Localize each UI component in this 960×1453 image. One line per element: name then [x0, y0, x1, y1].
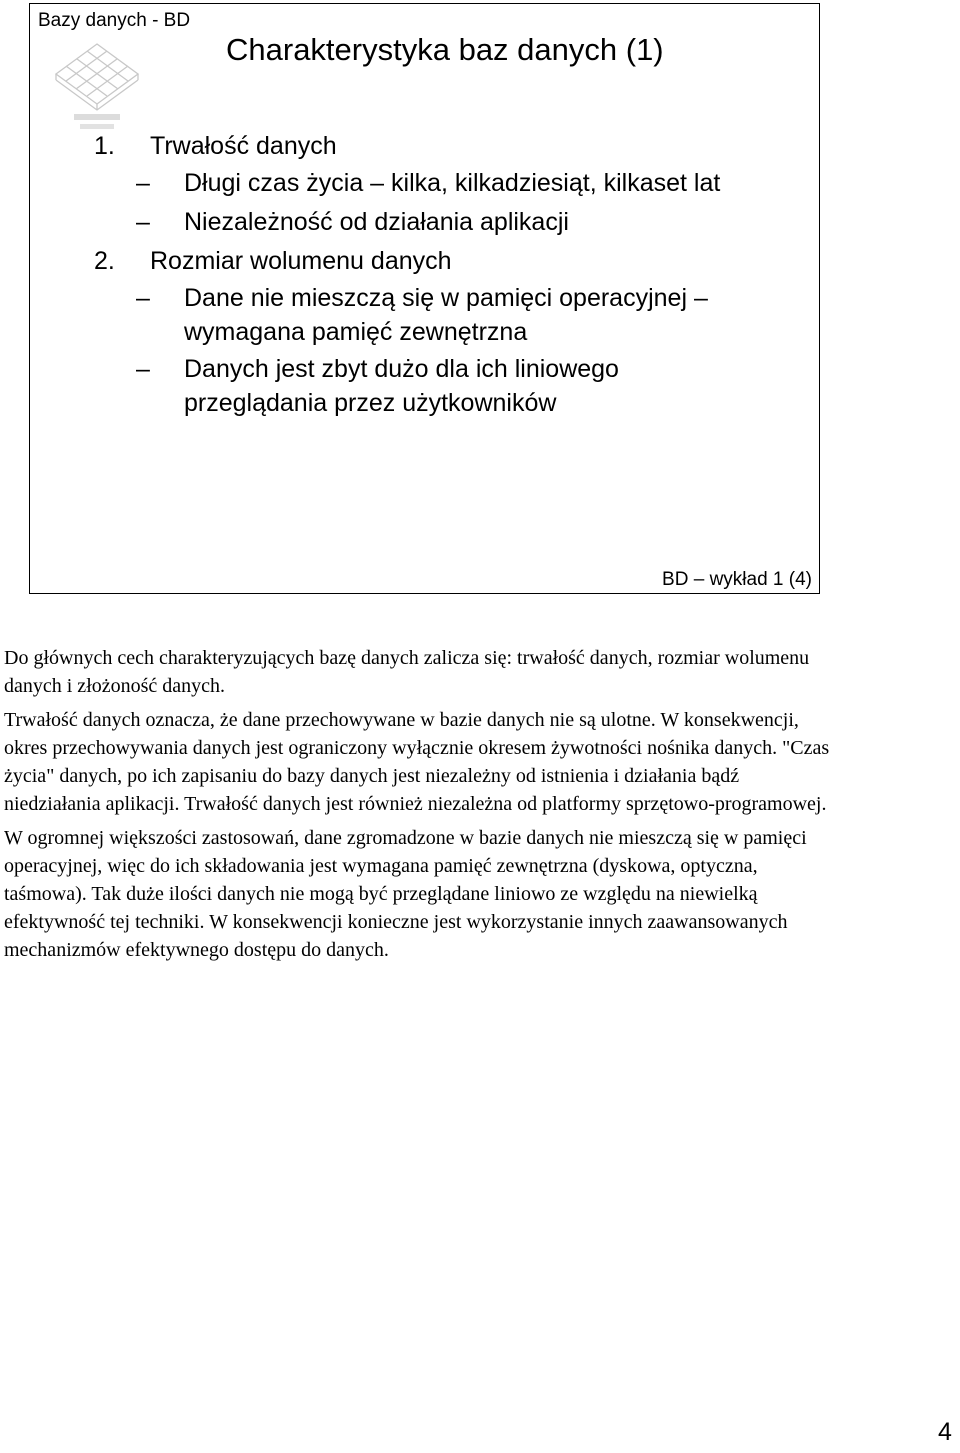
notes-paragraph: Do głównych cech charakteryzujących bazę danych zalicza się: trwałość danych, rozmiar wolumenu danych i złożoność danych. — [4, 647, 810, 697]
item-label: Rozmiar wolumenu danych — [150, 247, 452, 275]
faded-logo-icon — [42, 36, 152, 136]
sub-item-text-continued: przeglądania przez użytkowników — [184, 389, 557, 417]
dash-bullet: – — [136, 355, 150, 383]
slide-title: Charakterystyka baz danych (1) — [226, 32, 664, 67]
sub-item — [30, 165, 720, 201]
sub-item — [30, 204, 720, 240]
item-label: Trwałość danych — [150, 132, 337, 160]
sub-item — [30, 280, 720, 348]
notes-paragraph: Trwałość danych oznacza, że dane przechowywane w bazie danych nie są ulotne. W konsekwencji, okres przechowywania danych jest ograniczony wyłącznie okresem żywotności nośnika danych. "Czas życia" danych, po ich zapisaniu do bazy danych jest niezależny od istnienia i działania bądź niedziałania aplikacji. Trwałość danych jest również niezależna od platformy sprzętowo-programowej. — [4, 709, 830, 815]
dash-bullet: – — [136, 169, 150, 197]
slide-header: Bazy danych - BD — [38, 10, 191, 31]
notes-paragraph: W ogromnej większości zastosowań, dane zgromadzone w bazie danych nie mieszczą się w pamięci operacyjnej, więc do ich składowania jest wymagana pamięć zewnętrzna (dyskowa, optyczna, taśmowa). Tak duże ilości danych nie mogą być przeglądane liniowo ze względu na niewielką efektywność tej techniki. W konsekwencji konieczne jest wykorzystanie innych zaawansowanych mechanizmów efektywnego dostępu do danych. — [4, 827, 807, 961]
dash-bullet: – — [136, 284, 150, 312]
sub-item-text-continued: wymagana pamięć zewnętrzna — [184, 318, 528, 346]
item-number: 2. — [94, 247, 115, 275]
slide-frame — [29, 3, 820, 594]
list-item — [30, 243, 720, 280]
sub-item-text: Niezależność od działania aplikacji — [184, 208, 569, 236]
page-number: 4 — [938, 1418, 952, 1446]
item-number: 1. — [94, 132, 115, 160]
slide-footer: BD – wykład 1 (4) — [662, 569, 812, 590]
slide-content — [30, 128, 720, 422]
sub-item-text: Dane nie mieszczą się w pamięci operacyjnej – — [184, 284, 708, 312]
sub-item — [30, 351, 720, 419]
lecture-notes — [4, 644, 839, 970]
sub-item-text: Długi czas życia – kilka, kilkadziesiąt, kilkaset lat — [184, 169, 721, 197]
dash-bullet: – — [136, 208, 150, 236]
list-item — [30, 128, 720, 165]
sub-item-text: Danych jest zbyt dużo dla ich liniowego — [184, 355, 619, 383]
